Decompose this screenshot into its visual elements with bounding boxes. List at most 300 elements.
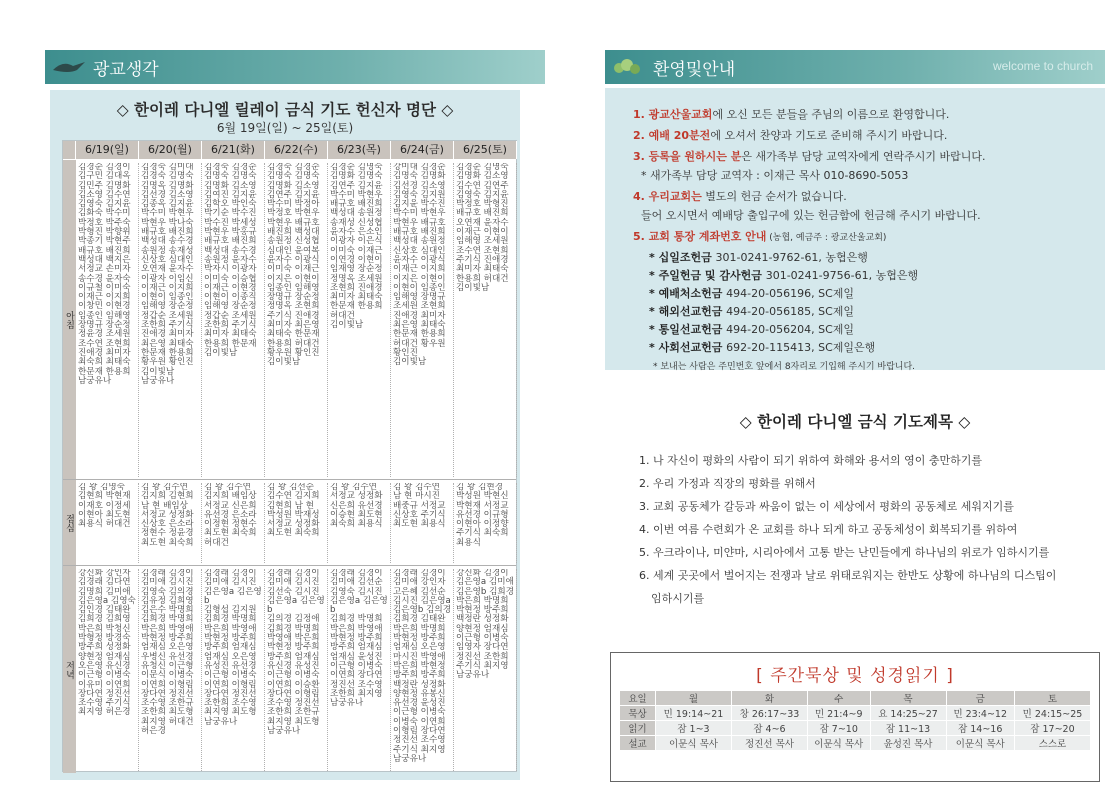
- day-header: 6/20(월): [139, 141, 202, 159]
- notice-item: [641, 167, 908, 183]
- name-line: 장명규 장순정: [267, 292, 320, 303]
- name-line: 김은영a 김은영b: [330, 595, 388, 616]
- name-line: 백정란 성정화: [393, 679, 446, 690]
- name-line: 김희경 박명희: [267, 623, 320, 634]
- name-line: 김 왕 김명숙: [78, 483, 125, 492]
- devotion-cell: 금: [946, 691, 1014, 706]
- name-line: 이병숙 이연희: [393, 716, 446, 727]
- name-line: 김현희 남 현: [267, 500, 314, 511]
- name-line: 김지윤 박수진: [393, 199, 446, 210]
- account-name: * 십일조헌금: [649, 251, 716, 264]
- name-line: 김영숙 김의경: [141, 586, 194, 597]
- name-line: 김명숙 김명화: [393, 171, 446, 182]
- name-line: 김경래 김경이: [141, 569, 194, 578]
- name-line: 이재근 이현경: [204, 282, 257, 293]
- name-line: 박현정 방주희: [456, 605, 509, 616]
- name-line: 양현정 유봉신: [393, 688, 446, 699]
- name-line: 김소영 김수연: [78, 189, 131, 200]
- devotion-cell: 민 24:15~25: [1014, 706, 1090, 721]
- name-line: 남궁유나: [141, 375, 175, 386]
- name-line: 한문재 한용희: [393, 329, 446, 340]
- devotion-row: [620, 721, 1091, 736]
- account-number: 301-0241-9756-61, 농협은행: [765, 269, 919, 282]
- name-line: 송원정 송재성: [141, 245, 194, 256]
- name-line: 박은희 박현정: [393, 660, 446, 671]
- name-line: 정진선 조수영: [393, 735, 446, 746]
- left-section-bar: [45, 50, 545, 84]
- name-line: 김 왕 김선순: [267, 483, 314, 492]
- name-line: 김명숙 김명숙: [204, 171, 257, 182]
- name-line: 최은영 최태숙: [393, 320, 446, 331]
- name-line: 김학오 박인숙: [204, 199, 257, 210]
- name-line: 김 왕 김수연: [330, 483, 377, 492]
- notice-emphasis: 교회 통장 계좌번호 안내: [648, 230, 767, 243]
- name-line: 정윤경 조세원: [78, 329, 131, 340]
- relay-title: ◇ 한이레 다니엘 릴레이 금식 기도 헌신자 명단 ◇: [116, 101, 454, 119]
- name-line: 최미자 최은영: [267, 320, 320, 331]
- name-line: 박은희 박청신: [78, 623, 131, 634]
- name-line: 배규호 배진희: [204, 236, 257, 247]
- name-line: 최도현 최숙희: [141, 537, 194, 548]
- name-line: 백정란 성정화: [456, 614, 509, 625]
- notice-emphasis: 광교산울교회: [648, 108, 713, 121]
- name-cell: [265, 569, 328, 771]
- name-line: 김은영a 김영숙: [78, 595, 136, 606]
- name-line: 이현이 이종직: [204, 292, 257, 303]
- notice-item: [633, 188, 847, 204]
- name-line: 조수영 주기식: [78, 698, 131, 709]
- name-line: 남궁유나: [456, 670, 490, 681]
- devotion-cell: 화: [731, 691, 807, 706]
- name-line: 정진선 조한희: [456, 651, 509, 662]
- notice-text: 에 오셔서 찬양과 기도로 준비해 주시기 바랍니다.: [710, 129, 948, 142]
- name-line: 김유정 김희영: [141, 595, 194, 606]
- prayer-title: ◇ 한이레 다니엘 금식 기도제목 ◇: [739, 413, 971, 431]
- name-line: 김경숙 김경순: [267, 163, 320, 172]
- name-line: 박현정 방주희: [267, 642, 320, 653]
- name-line: 김영숙 김지원: [393, 189, 446, 200]
- devotion-cell: 이문식 목사: [807, 736, 870, 751]
- name-line: 김명희 김미애: [78, 586, 131, 597]
- name-line: 강신화 김경이: [456, 569, 509, 578]
- account-item: [649, 303, 854, 319]
- name-cell: [76, 163, 139, 477]
- name-line: 이광자 이은식: [330, 236, 383, 247]
- notice-number: 3.: [633, 150, 649, 163]
- name-line: 송재성 신성협: [330, 217, 383, 228]
- devotion-cell: 잠 11~13: [870, 721, 946, 736]
- name-line: 박형정 방경숙: [78, 633, 131, 644]
- account-name: * 주일헌금 및 감사헌금: [649, 269, 766, 282]
- name-line: 박은희 박명희: [393, 623, 446, 634]
- name-line: 최도현 최숙희: [267, 528, 320, 539]
- devotion-cell: 정진선 목사: [731, 736, 807, 751]
- name-line: 김명숙 김명숙: [267, 171, 320, 182]
- name-line: 송수경 윤자숙: [78, 273, 131, 284]
- name-line: 허대건: [204, 537, 229, 548]
- name-line: 이근형 이병숙: [330, 660, 383, 671]
- name-line: 최도현 최숙희: [204, 528, 257, 539]
- name-line: 임종인 임해영: [78, 310, 131, 321]
- name-line: 김영숙 김지윤: [456, 189, 509, 200]
- name-line: 박현우 배규호: [393, 217, 446, 228]
- name-line: 임해영 장순정: [204, 301, 257, 312]
- name-line: 한문재 한용희: [141, 347, 194, 358]
- account-number: 494-20-056196, SC제일: [726, 287, 855, 300]
- name-line: 김수연 김연주: [456, 180, 509, 191]
- name-line: 최지영 허대건: [141, 716, 194, 727]
- right-section-bar: [605, 50, 1105, 84]
- name-line: 최지영 허은경: [78, 707, 131, 718]
- name-line: 박현정 방주희: [204, 633, 257, 644]
- name-line: 김경순 김경이: [78, 163, 131, 172]
- name-cell: [454, 483, 517, 563]
- name-line: 한문재 한용희: [330, 301, 383, 312]
- name-line: 박정호 박형진: [456, 199, 509, 210]
- name-line: 진애경 최미자: [393, 310, 446, 321]
- name-line: 김수연 김지희: [267, 491, 320, 502]
- name-line: 조수영 정진선: [267, 698, 320, 709]
- account-name: * 사회선교헌금: [649, 341, 727, 354]
- account-item: [649, 267, 918, 283]
- name-line: 임해영 조세원: [456, 236, 509, 247]
- name-line: 김의경 김정애: [267, 614, 320, 625]
- name-line: 백성대 송수경: [204, 245, 257, 256]
- account-name: * 해외선교헌금: [649, 305, 727, 318]
- notice-text: (농협, 예금주 : 광교산울교회): [766, 233, 887, 243]
- name-line: 윤자수 이광식: [393, 254, 446, 265]
- name-line: 허대건: [330, 310, 355, 321]
- name-line: 이연희 이형림: [141, 679, 194, 690]
- name-line: 송원정 신성협: [267, 236, 320, 247]
- name-line: 박현정 방주희: [393, 633, 446, 644]
- notice-text: 들어 오시면서 예배당 출입구에 있는 헌금함에 헌금해 주시기 바랍니다.: [641, 209, 981, 222]
- account-number: 301-0241-9762-61, 농협은행: [715, 251, 868, 264]
- name-cell: [328, 163, 391, 477]
- account-number: 494-20-056204, SC제일: [726, 323, 855, 336]
- name-line: 남궁유나: [78, 375, 112, 386]
- account-number: 692-20-115413, SC제일은행: [726, 341, 876, 354]
- right-section-title: 환영및안내: [653, 60, 736, 80]
- devotion-cell: 수: [807, 691, 870, 706]
- name-line: 박성원 박재성: [267, 509, 320, 520]
- name-line: 한용희 한문재: [204, 338, 257, 349]
- notice-text: * 새가족부 담당 교역자 : 이재근 목사 010-8690-5053: [641, 169, 909, 182]
- name-line: 이현아 이정향: [456, 519, 509, 530]
- name-line: 강미대 김경순: [393, 163, 446, 172]
- name-line: 조수영 조한규: [141, 698, 194, 709]
- name-line: 남궁유나: [393, 753, 427, 764]
- name-cell: [265, 163, 328, 477]
- name-line: 박은희 박영애: [141, 623, 194, 634]
- name-line: 이광자 이임신: [141, 273, 194, 284]
- name-line: 박현우 박홍규: [204, 227, 257, 238]
- notice-item: [633, 127, 947, 143]
- devotion-cell: 민 21:4~9: [807, 706, 870, 721]
- name-line: 김미애 김시진: [267, 577, 320, 588]
- name-cell: [391, 569, 454, 771]
- name-line: 이지은 이현이: [393, 273, 446, 284]
- name-line: 최숙희 최태숙: [78, 357, 131, 368]
- name-line: 이재근 이지희: [393, 264, 446, 275]
- devotion-cell: 월: [656, 691, 732, 706]
- devotion-cell: 잠 7~10: [807, 721, 870, 736]
- name-line: 백성대 송수경: [141, 236, 194, 247]
- name-line: 주기식 진애경: [267, 310, 320, 321]
- relay-date: 6월 19일(일) ~ 25일(토): [216, 121, 354, 135]
- name-line: 박수미 박현우: [330, 189, 383, 200]
- day-header: 6/19(일): [76, 141, 139, 159]
- name-line: 배규호 배진희: [330, 199, 383, 210]
- name-line: 오연재 윤자수: [456, 217, 509, 228]
- name-line: 김지희 김현희: [141, 491, 194, 502]
- devotion-cell: 민 23:4~12: [946, 706, 1014, 721]
- name-line: 김은영a 김은영b: [204, 586, 262, 606]
- name-cell: [328, 483, 391, 563]
- day-header: 6/21(화): [202, 141, 265, 159]
- left-page: [45, 0, 545, 794]
- name-line: 배진희 백성대: [267, 227, 320, 238]
- day-header: 6/23(목): [328, 141, 391, 159]
- name-line: 남궁유나: [330, 698, 364, 709]
- devotion-cell: 윤성진 목사: [870, 736, 946, 751]
- name-line: 김시진 김은영a: [393, 595, 451, 606]
- devotion-cell: 읽기: [620, 721, 656, 736]
- devotion-title: [ 주간묵상 및 성경읽기 ]: [756, 666, 954, 686]
- notice-text: 별도의 헌금 순서가 없습니다.: [701, 190, 847, 203]
- bird-icon: [51, 56, 87, 78]
- notice-item: [633, 228, 886, 244]
- name-line: 김미애 김선순: [330, 577, 383, 588]
- account-name: * 예배처소헌금: [649, 287, 727, 300]
- name-line: 이미숙 이승협: [204, 273, 257, 284]
- name-line: 이현이 임종인: [393, 282, 446, 293]
- name-line: 방주희 방주희: [393, 670, 446, 681]
- name-line: 임영자 장다연: [456, 642, 509, 653]
- name-cell: [454, 569, 517, 771]
- day-header: 6/22(수): [265, 141, 328, 159]
- name-line: 임재영 장순정: [330, 264, 383, 275]
- name-line: 마시진 박영애: [393, 651, 446, 662]
- name-line: 박현우 배규호: [267, 217, 320, 228]
- name-line: 김미애 김시진: [141, 577, 194, 588]
- name-line: 김이빛남: [141, 366, 175, 377]
- devotion-cell: 요 14:25~27: [870, 706, 946, 721]
- name-line: 백성대 송원정: [393, 236, 446, 247]
- slot-label: 저녁: [63, 565, 76, 773]
- name-line: 박기순 박수진: [204, 208, 257, 219]
- name-line: 김영숙 김지윤: [78, 199, 131, 210]
- name-line: 김경래 김경이: [267, 569, 320, 578]
- name-line: 김화숙 박수미: [78, 208, 131, 219]
- notice-emphasis: 우리교회는: [648, 190, 702, 203]
- name-line: 김명화 김소영: [204, 180, 257, 191]
- name-line: 신상호 주기식: [393, 509, 446, 520]
- notice-number: 1.: [633, 108, 649, 121]
- name-line: 김이빛남: [330, 320, 364, 331]
- name-line: 이재호 이정세: [78, 500, 131, 511]
- name-line: 김이빛남: [393, 357, 427, 368]
- name-line: 이미숙 이재근: [267, 264, 320, 275]
- name-line: 김형섭 김지원: [204, 605, 257, 616]
- name-line: 임해영 장순정: [141, 301, 194, 312]
- name-line: 박형진 박향위: [78, 227, 131, 238]
- name-line: 이재근 이현이: [456, 227, 509, 238]
- name-line: 방주희 엄재심: [204, 642, 257, 653]
- notice-number: 4.: [633, 190, 649, 203]
- devotion-cell: 스스로: [1014, 736, 1090, 751]
- name-cell: [76, 569, 139, 771]
- name-line: 백성대 송원정: [330, 208, 383, 219]
- notice-text: 에 오신 모든 분들을 주님의 이름으로 환영합니다.: [712, 108, 950, 121]
- name-line: 이연희 장다연: [330, 670, 383, 681]
- name-line: 엄재심 오은영: [204, 651, 257, 662]
- name-cell: [202, 163, 265, 477]
- name-line: 박현재 서정교: [456, 500, 509, 511]
- name-line: 신상호 심대인: [141, 254, 194, 265]
- name-line: 최태숙 한문재: [267, 329, 320, 340]
- name-line: 정명옥 조현희: [267, 301, 320, 312]
- name-line: 이미숙 이재근: [330, 245, 383, 256]
- row-divider: [63, 479, 516, 480]
- name-line: 박은희 박영애: [204, 623, 257, 634]
- name-line: 유청신 이근형: [141, 660, 194, 671]
- name-line: 이근형 이병숙: [78, 670, 131, 681]
- name-line: 김경래 김경이: [330, 569, 383, 578]
- name-line: 김경숙 김명숙: [141, 171, 194, 182]
- name-line: 조한희 주기식: [141, 320, 194, 331]
- name-line: 김여진 김지윤: [204, 189, 257, 200]
- name-line: 김이빛남: [204, 347, 238, 358]
- name-cell: [76, 483, 139, 563]
- name-line: 이연경 이현이: [330, 254, 383, 265]
- name-line: 황우원 황인진: [267, 347, 320, 358]
- name-line: 정진선 조수영: [330, 679, 383, 690]
- devotion-cell: 설교: [620, 736, 656, 751]
- name-line: 한용희 허대건: [267, 338, 320, 349]
- name-line: 남 현 배임상: [141, 500, 188, 511]
- name-line: 김은영b 김희경: [456, 586, 514, 597]
- name-cell: [139, 483, 202, 563]
- name-line: 박성원 박현신: [456, 491, 509, 502]
- account-name: * 통일선교헌금: [649, 323, 727, 336]
- name-line: 김이빛남: [456, 282, 490, 293]
- name-line: 조수연 조현희: [78, 338, 131, 349]
- name-line: 백성대 백지은: [78, 254, 131, 265]
- name-line: 오은영 유신경: [78, 660, 131, 671]
- name-line: 김희경 김태완: [393, 614, 446, 625]
- corner-cell: [63, 141, 76, 159]
- account-item: [649, 249, 868, 265]
- name-line: 김경숙 김미대: [141, 163, 194, 172]
- name-line: 조한희 주기식: [204, 320, 257, 331]
- name-line: 이승현 최도현: [330, 509, 383, 520]
- welcome-box: [605, 88, 1105, 370]
- name-line: 윤자수 이광식: [267, 254, 320, 265]
- name-cell: [202, 569, 265, 771]
- name-line: 김현희 박현재: [78, 491, 131, 502]
- name-line: 배중규 서정교: [393, 500, 446, 511]
- name-line: 김미애 김시진: [204, 577, 257, 588]
- slot-label: 점심: [63, 479, 76, 565]
- name-line: 신은희 유선경: [330, 500, 383, 511]
- name-line: 최용식 허대건: [78, 519, 131, 530]
- name-line: 장다연 정진선: [141, 688, 194, 699]
- name-line: 김인경 김태완: [78, 605, 131, 616]
- name-line: 박수미 박현우: [141, 208, 194, 219]
- name-line: 한문재 한용희: [78, 366, 131, 377]
- devotion-cell: 잠 17~20: [1014, 721, 1090, 736]
- account-note: * 보내는 사람은 주민번호 앞에서 8자리로 기입해 주시기 바랍니다.: [653, 362, 916, 372]
- name-line: 서정교 신은희: [204, 500, 257, 511]
- name-line: 황인진: [393, 347, 418, 358]
- name-line: 김경래 김경이: [393, 569, 446, 578]
- devotion-box: [610, 652, 1100, 782]
- right-page: [605, 0, 1105, 794]
- name-line: 장명규 장순정: [78, 320, 131, 331]
- name-line: 김경래 김다연: [78, 577, 131, 588]
- name-line: 배규호 배진희: [141, 227, 194, 238]
- name-cell: [139, 163, 202, 477]
- name-line: 이정현 정현수: [204, 519, 257, 530]
- name-line: 조현희 진애경: [330, 282, 383, 293]
- name-line: 서정교 손미자: [78, 264, 131, 275]
- relay-box: [50, 90, 520, 780]
- name-line: 김경순 김명숙: [456, 163, 509, 172]
- devotion-cell: 목: [870, 691, 946, 706]
- name-line: 장다연 정진선: [78, 688, 131, 699]
- notice-item: [641, 207, 981, 223]
- name-line: 허대건 황우원: [393, 338, 446, 349]
- name-line: 조세원 조현희: [393, 301, 446, 312]
- account-item: [649, 321, 854, 337]
- name-line: 김선경 김소영: [141, 189, 194, 200]
- name-line: 최미자 최태숙: [330, 292, 383, 303]
- name-line: 유선경 은소라: [204, 509, 257, 520]
- name-line: 진애경 최미자: [78, 347, 131, 358]
- name-line: 이근형 이병숙: [267, 670, 320, 681]
- name-line: 김경래 김경이: [204, 569, 257, 578]
- name-line: 신상호 은소라: [141, 519, 194, 530]
- name-line: 김명옥 김명화: [141, 180, 194, 191]
- name-line: 김선숙 김시진: [267, 586, 320, 597]
- name-line: 박수진 박세성: [204, 217, 257, 228]
- name-line: 주기식 최숙희: [456, 528, 509, 539]
- name-line: 박현정 방주희: [330, 633, 383, 644]
- name-line: 최은영 최태숙: [141, 338, 194, 349]
- name-line: 윤자수 은소인: [330, 227, 383, 238]
- name-line: 서정교 성정화: [141, 509, 194, 520]
- devotion-cell: 잠 14~16: [946, 721, 1014, 736]
- name-line: 박종기 박현주: [78, 236, 131, 247]
- devotion-table: [619, 690, 1091, 751]
- name-line: 김민주 김명화: [78, 180, 131, 191]
- account-item: [649, 339, 875, 355]
- notice-number: 5.: [633, 230, 649, 243]
- name-line: 정현수 정윤경: [141, 528, 194, 539]
- devotion-row: [620, 706, 1091, 721]
- devotion-cell: 요일: [620, 691, 656, 706]
- name-line: 양현정 엄재심: [78, 651, 131, 662]
- name-line: 남궁유나: [204, 716, 238, 727]
- leaf-icon: [611, 56, 647, 78]
- name-line: 김 왕 김수연: [393, 483, 440, 492]
- name-line: 황우원 황인진: [141, 357, 194, 368]
- devotion-cell: 창 26:17~33: [731, 706, 807, 721]
- devotion-cell: 이문식 목사: [656, 736, 732, 751]
- name-line: 허은경: [141, 726, 166, 737]
- name-line: 김명화 김명숙: [330, 171, 383, 182]
